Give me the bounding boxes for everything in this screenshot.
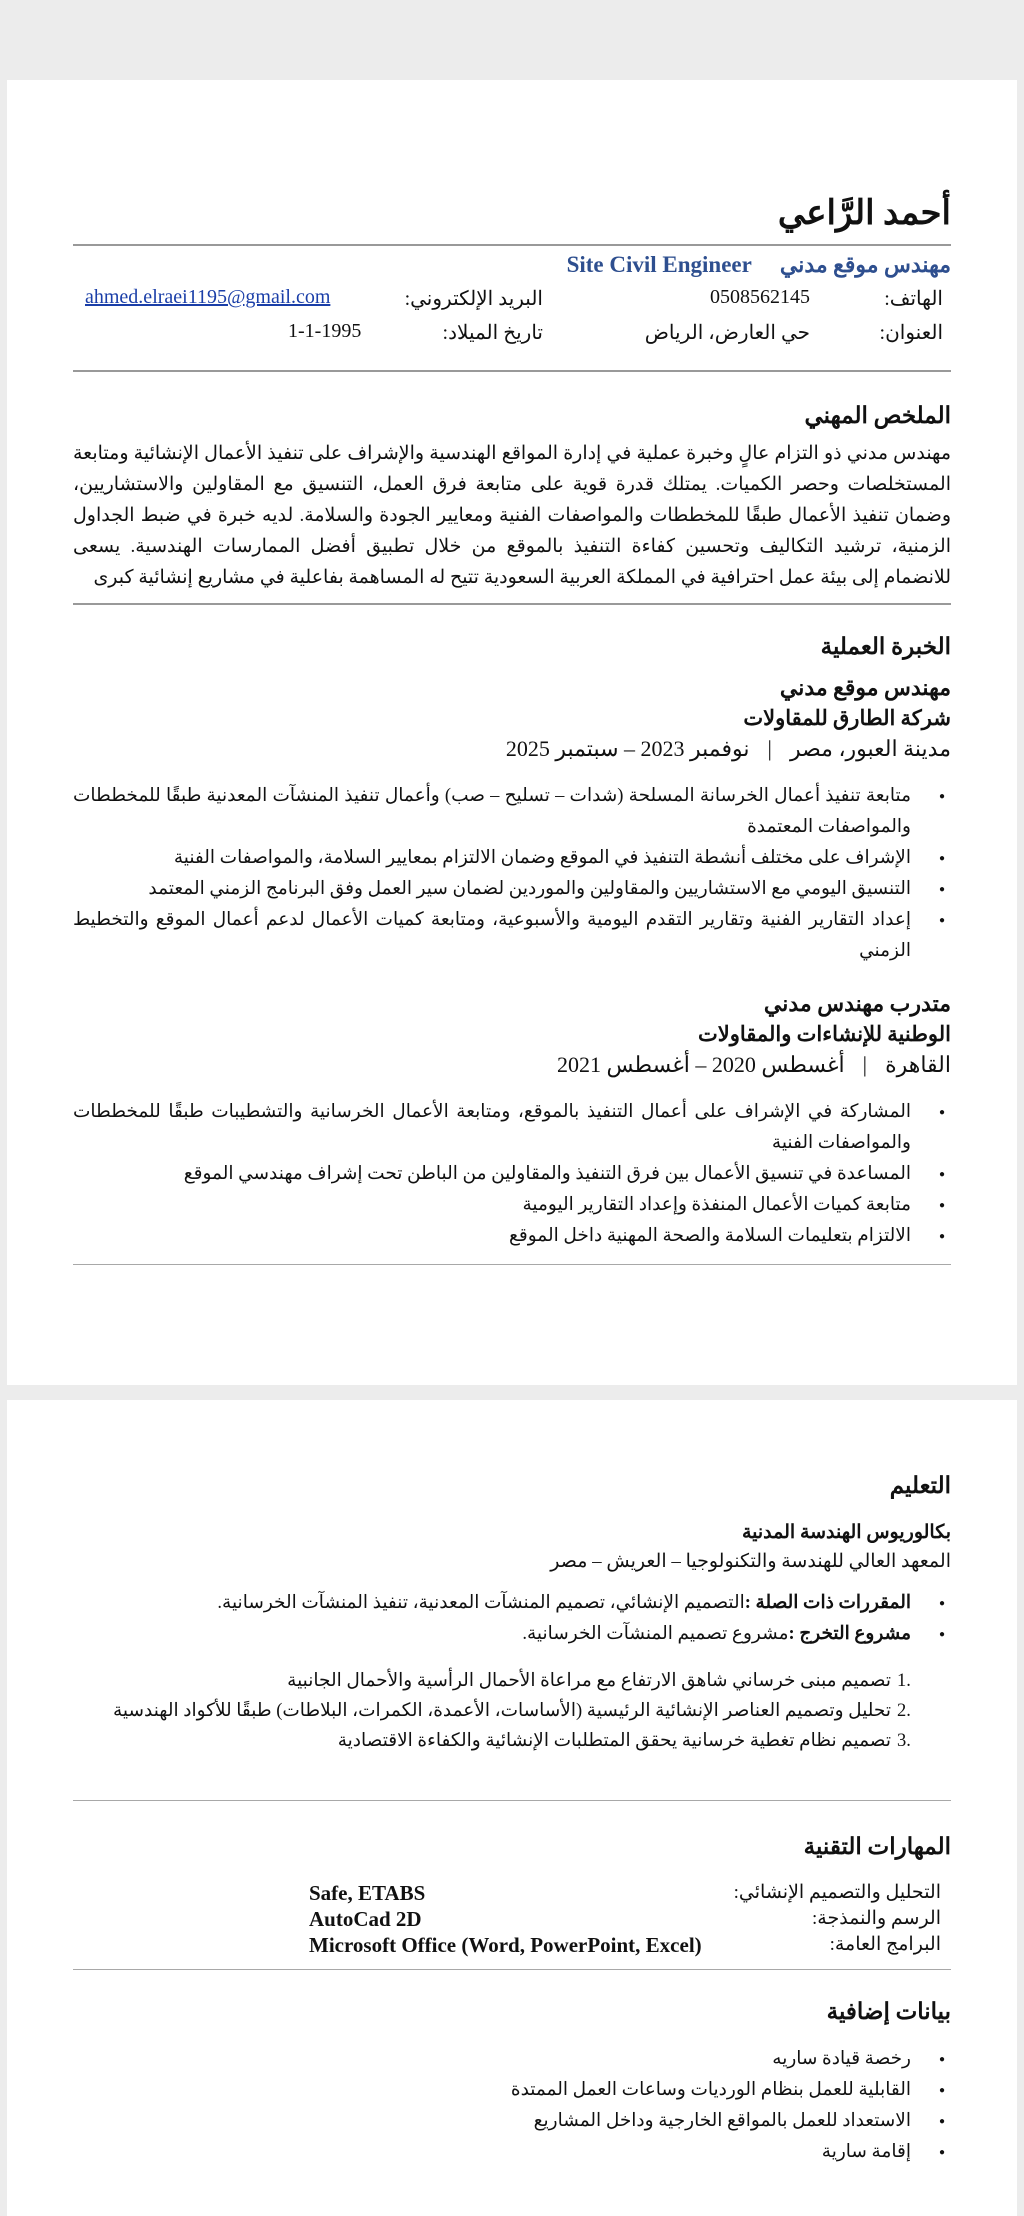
email-label: البريد الإلكتروني: (404, 288, 543, 310)
divider (73, 1969, 951, 1970)
item-number: 2. (897, 1701, 911, 1721)
list-item (73, 1696, 911, 1726)
skills-heading: المهارات التقنية (803, 1834, 951, 1859)
list-item: ● متابعة تنفيذ أعمال الخرسانة المسلحة (شدات – تسليح – صب) وأعمال تنفيذ المنشآت المعدنية طبقًا للمخططات والمواصفات المعتمدة (73, 781, 925, 843)
skill-value: AutoCad 2D (309, 1907, 422, 1931)
job-entry (73, 673, 951, 967)
divider (73, 244, 951, 246)
item-text: تصميم نظام تغطية خرسانية يحقق المتطلبات الإنشائية والكفاءة الاقتصادية (337, 1731, 891, 1751)
list-item: ● إعداد التقارير الفنية وتقارير التقدم اليومية والأسبوعية، ومتابعة كميات الأعمال لدعم أعمال الموقع والتخطيط الزمني (73, 905, 925, 967)
list-item: ● المشاركة في الإشراف على أعمال التنفيذ بالموقع، ومتابعة الأعمال الخرسانية والتشطيبات طبقًا للمخططات والمواصفات الفنية (73, 1097, 925, 1159)
list-item: ● القابلية للعمل بنظام الورديات وساعات العمل الممتدة (73, 2075, 925, 2106)
additional-section (73, 1996, 951, 2168)
role-arabic: مهندس موقع مدني (779, 252, 951, 277)
phone-label: الهاتف: (884, 288, 943, 310)
list-item: ● إقامة سارية (73, 2137, 925, 2168)
item-number: 3. (897, 1731, 911, 1751)
list-item (73, 1619, 925, 1650)
list-item: ● متابعة كميات الأعمال المنفذة وإعداد التقارير اليومية (73, 1190, 925, 1221)
project-label: مشروع التخرج : (788, 1624, 911, 1644)
list-item (73, 1726, 911, 1756)
job-meta: القاهرة|أغسطس 2020 – أغسطس 2021 (556, 1052, 951, 1077)
contact-block (73, 284, 951, 350)
email-link[interactable]: ahmed.elraei1195@gmail.com (85, 286, 331, 308)
resume-page-2 (7, 1400, 1017, 2216)
experience-section (73, 631, 951, 1252)
skill-value: Safe, ETABS (309, 1881, 426, 1905)
institute-name: المعهد العالي للهندسة والتكنولوجيا – العريش – مصر (550, 1551, 951, 1572)
dob-label: تاريخ الميلاد: (442, 322, 543, 344)
skill-value: Microsoft Office (Word, PowerPoint, Excel) (309, 1933, 702, 1957)
additional-heading: بيانات إضافية (826, 1999, 951, 2024)
list-item (73, 1588, 925, 1619)
item-text: تصميم مبنى خرساني شاهق الارتفاع مع مراعاة الأحمال الرأسية والأحمال الجانبية (287, 1671, 891, 1691)
additional-list (73, 2044, 951, 2168)
experience-heading: الخبرة العملية (820, 634, 951, 659)
project-items (73, 1666, 951, 1756)
list-item: ● رخصة قيادة ساريه (73, 2044, 925, 2075)
list-item (73, 1666, 911, 1696)
courses-label: المقررات ذات الصلة : (744, 1593, 911, 1613)
skill-label: الرسم والنمذجة: (811, 1908, 941, 1929)
job-location: مدينة العبور، مصر (789, 736, 951, 761)
divider (73, 1264, 951, 1265)
education-heading: التعليم (889, 1473, 951, 1498)
phone-value: 0508562145 (710, 286, 810, 308)
job-meta: مدينة العبور، مصر|نوفمبر 2023 – سبتمبر 2025 (505, 736, 951, 761)
job-location: القاهرة (885, 1052, 951, 1077)
list-item: ● المساعدة في تنسيق الأعمال بين فرق التنفيذ والمقاولين من الباطن تحت إشراف مهندسي الموقع (73, 1159, 925, 1190)
divider (73, 370, 951, 372)
job-period: أغسطس 2020 – أغسطس 2021 (556, 1052, 845, 1077)
job-duties (73, 1097, 951, 1252)
skill-label: التحليل والتصميم الإنشائي: (733, 1882, 941, 1903)
job-title: مهندس موقع مدني (779, 675, 951, 700)
education-details (73, 1588, 951, 1650)
dob-value: 1-1-1995 (288, 320, 362, 342)
summary-text: مهندس مدني ذو التزام عالٍ وخبرة عملية في إدارة المواقع الهندسية والإشراف على تنفيذ الأعمال الإنشائية ومتابعة المستخلصات وحصر الكميات. يمتلك قدرة قوية على متابعة فرق العمل، التنسيق مع المقاولين والاستشاريين، وضمان تنفيذ الأعمال طبقًا للمخططات والمواصفات الفنية ومعايير الجودة والسلامة. لديه خبرة في ضبط الجداول الزمنية، ترشيد التكاليف وتحسين كفاءة التنفيذ بالموقع من خلال تطبيق أفضل الممارسات الهندسية. يسعى للانضمام إلى بيئة عمل احترافية في المملكة العربية السعودية تتيح له المساهمة بفاعلية في مشاريع إنشائية كبرى (73, 443, 951, 588)
courses-text: التصميم الإنشائي، تصميم المنشآت المعدنية، تنفيذ المنشآت الخرسانية. (217, 1593, 745, 1613)
summary-heading: الملخص المهني (804, 403, 951, 428)
role-line (73, 252, 951, 284)
skills-table (73, 1881, 951, 1959)
item-number: 1. (897, 1671, 911, 1691)
summary-section (73, 400, 951, 593)
candidate-name: أحمد الرَّاعي (777, 195, 951, 232)
education-section (73, 1470, 951, 1756)
resume-page-1 (7, 80, 1017, 1385)
address-label: العنوان: (879, 322, 943, 344)
job-company: شركة الطارق للمقاولات (743, 706, 951, 730)
divider (73, 603, 951, 605)
job-period: نوفمبر 2023 – سبتمبر 2025 (505, 736, 750, 761)
address-value: حي العارض، الرياض (644, 322, 810, 344)
item-text: تحليل وتصميم العناصر الإنشائية الرئيسية (الأساسات، الأعمدة، الكمرات، البلاطات) طبقًا للأكواد الهندسية (113, 1701, 891, 1721)
job-title: متدرب مهندس مدني (763, 991, 951, 1016)
list-item: ● الالتزام بتعليمات السلامة والصحة المهنية داخل الموقع (73, 1221, 925, 1252)
degree-title: بكالوريوس الهندسة المدنية (741, 1522, 951, 1543)
list-item: ● الاستعداد للعمل بالمواقع الخارجية وداخل المشاريع (73, 2106, 925, 2137)
job-entry (73, 989, 951, 1252)
list-item: ● الإشراف على مختلف أنشطة التنفيذ في الموقع وضمان الالتزام بمعايير السلامة، والمواصفات الفنية (73, 843, 925, 874)
job-duties (73, 781, 951, 967)
divider (73, 1800, 951, 1801)
skill-label: البرامج العامة: (829, 1934, 941, 1955)
role-english: Site Civil Engineer (566, 252, 752, 277)
project-text: مشروع تصميم المنشآت الخرسانية. (522, 1624, 789, 1644)
skills-section (73, 1831, 951, 1959)
list-item: ● التنسيق اليومي مع الاستشاريين والمقاولين والموردين لضمان سير العمل وفق البرنامج الزمني المعتمد (73, 874, 925, 905)
job-company: الوطنية للإنشاءات والمقاولات (697, 1022, 951, 1046)
